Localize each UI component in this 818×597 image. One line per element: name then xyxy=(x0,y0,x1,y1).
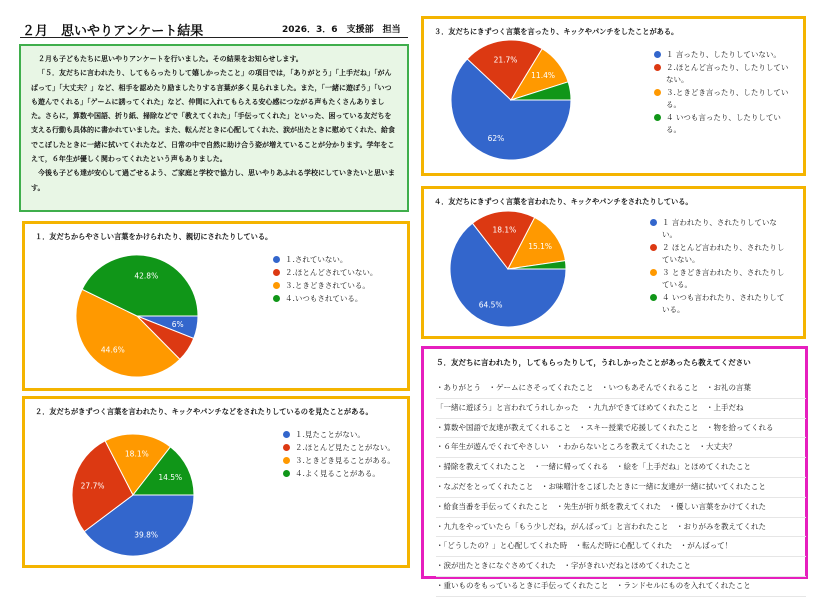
question-3-legend xyxy=(654,49,794,137)
legend-label: ３.ときどき見ることがある。 xyxy=(295,456,395,465)
legend-swatch xyxy=(650,294,657,301)
legend-item xyxy=(273,254,403,266)
intro-box xyxy=(19,44,409,212)
answer-line: ・６年生が遊んでくれてやさしい ・わからないところを教えてくれたこと ・大丈夫？ xyxy=(436,438,806,458)
legend-swatch xyxy=(273,256,280,263)
legend-swatch xyxy=(283,457,290,464)
legend-item xyxy=(654,112,794,136)
title-underline xyxy=(20,37,408,38)
legend-swatch xyxy=(273,269,280,276)
pie-data-label: 64.5% xyxy=(478,300,503,310)
question-2-panel xyxy=(22,396,410,568)
answer-line: ・「どうしたの？」と心配してくれた時 ・転んだ時に心配してくれた ・がんばって！ xyxy=(436,537,806,557)
question-2-pie-chart xyxy=(25,399,183,540)
legend-item xyxy=(273,293,403,305)
pie-data-label: 15.1% xyxy=(528,242,553,252)
pie-data-label: 42.8% xyxy=(134,271,159,281)
legend-label: ２ ほとんど言われたり、されたりしていない。 xyxy=(662,243,785,264)
legend-swatch xyxy=(650,244,657,251)
legend-label: ２.ほとんどされていない。 xyxy=(285,268,378,277)
question-2-legend xyxy=(283,429,408,481)
legend-swatch xyxy=(273,295,280,302)
answer-line: ・涙が出たときになぐさめてくれた ・字がきれいだねとほめてくれたこと xyxy=(436,557,806,577)
question-5-panel xyxy=(421,346,808,590)
question-3-pie-chart xyxy=(424,19,555,143)
legend-label: １ 言ったり、したりしていない。 xyxy=(666,50,781,59)
chart-title: ２．友だちがきずつく言葉を言われたり、キックやパンチなどをされたりしているのを見たことがある。 xyxy=(35,407,373,416)
pie-data-label: 18.1% xyxy=(124,449,149,459)
pie-data-label: 11.4% xyxy=(531,70,555,80)
legend-item xyxy=(283,442,408,454)
legend-label: ４.よく見ることがある。 xyxy=(295,469,380,478)
legend-item xyxy=(650,267,790,291)
page-title: ２月 思いやりアンケート結果 xyxy=(22,24,204,39)
legend-item xyxy=(650,217,790,241)
intro-paragraph-2: 「５．友だちに言われたり、してもらったりして嬉しかったこと」の項目では，「ありがとう」「上手だね」「がんばって」「大丈夫？」など、相手を認めたり励ましたりする言葉が多く見られました。また，「一緒に遊ぼう」「いつも遊んでくれる」「ゲームに誘ってくれた」など、仲間に入れてもらえる安心感につながる声もたくさんありました。さらに，算数や国語、折り紙、掃除などで「教えてくれた」「手伝ってくれた」といった、困っている友だちを支える行動も具体的に書かれていました。また、転んだときに心配してくれた、涙が出たときに慰めてくれた、給食でこぼしたときに一緒に拭いてくれたなど、日常の中で自然に助け合う姿が増えていることが分かります。学年をこえて，６年生が優しく関わってくれたという声もありました。 xyxy=(31,69,395,164)
legend-swatch xyxy=(654,89,661,96)
answer-line: ・なぶだをとってくれたこと ・お味噌汁をこぼしたときに一緒に友達が一緒に拭いてくれたこと xyxy=(436,478,806,498)
legend-swatch xyxy=(654,51,661,58)
legend-item xyxy=(650,242,790,266)
legend-label: ４ いつも言われたり、されたりしている。 xyxy=(662,293,785,314)
legend-swatch xyxy=(283,444,290,451)
intro-paragraph-3: 今後も子ども達が安心して過ごせるよう、ご家庭と学校で協力し、思いやりあふれる学校にしていきたいと思います。 xyxy=(31,169,395,192)
legend-swatch xyxy=(650,269,657,276)
pie-data-label: 27.7% xyxy=(80,481,105,491)
pie-data-label: 44.6% xyxy=(100,345,125,355)
answer-line: ・九九をやっていたら「もう少しだね，がんばって」と言われたこと ・おりがみを教えてくれた xyxy=(436,518,806,538)
legend-swatch xyxy=(650,219,657,226)
question-1-legend xyxy=(273,254,403,306)
legend-label: ３.ときどきされている。 xyxy=(285,281,370,290)
chart-title: １．友だちからやさしい言葉をかけられたり、親切にされたりしている。 xyxy=(35,232,273,241)
intro-paragraph-1: ２月も子どもたちに思いやりアンケートを行いました。その結果をお知らせします。 xyxy=(38,55,303,63)
legend-item xyxy=(654,87,794,111)
legend-swatch xyxy=(273,282,280,289)
question-5-title: ５．友だちに言われたり，してもらったりして，うれしかったことがあったら教えてください xyxy=(436,358,751,367)
legend-item xyxy=(273,267,403,279)
answer-line: 「一緒に遊ぼう」と言われてうれしかった ・九九ができてほめてくれたこと ・上手だね xyxy=(436,399,806,419)
chart-title: ４．友だちにきずつく言葉を言われたり、キックやパンチをされたりしている。 xyxy=(434,197,693,206)
legend-item xyxy=(273,280,403,292)
legend-item xyxy=(283,429,408,441)
legend-label: ３.ときどき言ったり、したりしている。 xyxy=(666,88,789,109)
question-5-answer-list xyxy=(436,379,806,597)
answer-line: ・給食当番を手伝ってくれたこと ・先生が折り紙を教えてくれた ・優しい言葉をかけてくれた xyxy=(436,498,806,518)
question-4-pie-chart xyxy=(424,189,553,310)
answer-line: ・ありがとう ・ゲームにさそってくれたこと ・いつもあそんでくれること ・お礼の言葉 xyxy=(436,379,806,399)
pie-data-label: 21.7% xyxy=(493,55,518,65)
chart-title: ３．友だちにきずつく言葉を言ったり、キックやパンチをしたことがある。 xyxy=(434,27,679,36)
legend-label: ３ ときどき言われたり、されたりしている。 xyxy=(662,268,785,289)
legend-item xyxy=(654,49,794,61)
legend-label: ４ いつも言ったり、したりしている。 xyxy=(666,113,781,134)
legend-item xyxy=(283,468,408,480)
legend-item xyxy=(650,292,790,316)
date-author: 2026．3．6 支援部 担当 xyxy=(282,25,401,35)
legend-swatch xyxy=(283,470,290,477)
legend-item xyxy=(283,455,408,467)
question-3-panel xyxy=(421,16,806,176)
answer-line: ・重いものをもっているときに手伝ってくれたこと ・ランドセルにものを入れてくれたこと xyxy=(436,577,806,597)
answer-line: ・算数や国語で友達が教えてくれること ・スキー授業で応援してくれたこと ・物を拾ってくれる xyxy=(436,419,806,439)
answer-line: ・掃除を教えてくれたこと ・一緒に帰ってくれる ・絵を「上手だね」とほめてくれたこと xyxy=(436,458,806,478)
pie-data-label: 18.1% xyxy=(492,225,517,235)
legend-label: １ 言われたり、されたりしていない。 xyxy=(662,218,777,239)
question-4-panel xyxy=(421,186,806,339)
legend-label: ２.ほとんど言ったり、したりしていない。 xyxy=(666,63,789,84)
legend-swatch xyxy=(654,114,661,121)
question-1-panel xyxy=(22,221,410,391)
legend-item xyxy=(654,62,794,86)
pie-data-label: 39.8% xyxy=(134,530,159,540)
legend-swatch xyxy=(283,431,290,438)
pie-data-label: 14.5% xyxy=(158,472,183,482)
pie-data-label: 62% xyxy=(487,133,505,143)
pie-data-label: 6% xyxy=(171,319,184,329)
legend-label: １.見たことがない。 xyxy=(295,430,365,439)
legend-label: ４.いつもされている。 xyxy=(285,294,363,303)
legend-swatch xyxy=(654,64,661,71)
question-4-legend xyxy=(650,217,790,317)
legend-label: ２.ほとんど見たことがない。 xyxy=(295,443,395,452)
legend-label: １.されていない。 xyxy=(285,255,348,264)
